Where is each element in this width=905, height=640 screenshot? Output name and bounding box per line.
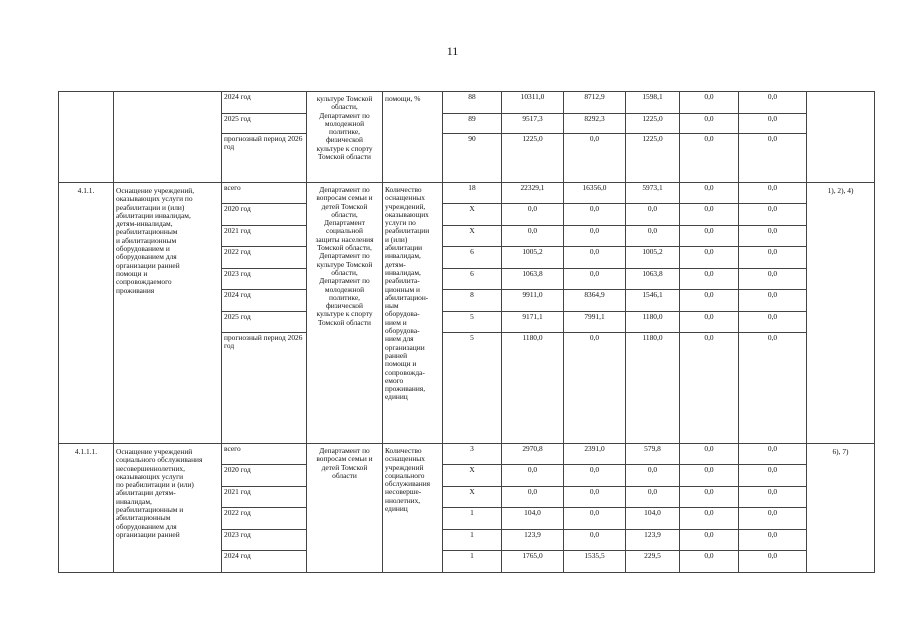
indicator-line: ным [385, 301, 399, 311]
note-cell: 6), 7) [807, 444, 875, 573]
value-cell-federal: 0,0 [564, 508, 626, 530]
department-line: политике, [329, 127, 360, 137]
indicator-line: инвалидам, [385, 251, 421, 261]
value-cell-total: 9517,3 [502, 114, 564, 134]
item-name-line: инвалидам, [116, 496, 152, 506]
value-cell-regional: 1225,0 [626, 134, 680, 183]
value-cell-local: 0,0 [680, 487, 739, 508]
value-cell-local: 0,0 [680, 312, 739, 333]
item-name-line: организации ранней [116, 529, 180, 539]
indicator-line: нием и [385, 317, 407, 327]
value-cell-indicator: X [443, 226, 502, 247]
indicator-cell [383, 92, 443, 183]
year-cell: всего [222, 183, 307, 204]
value-cell-indicator: 5 [443, 312, 502, 333]
value-cell-total: 1005,2 [502, 247, 564, 269]
department-cell [307, 444, 383, 573]
year-cell: 2022 год [222, 508, 307, 530]
value-cell-extra: 0,0 [739, 290, 807, 312]
value-cell-local: 0,0 [680, 134, 739, 183]
value-cell-federal: 16356,0 [564, 183, 626, 204]
indicator-line: несоверше- [385, 487, 422, 497]
value-cell-local: 0,0 [680, 551, 739, 573]
indicator-line: социального [385, 470, 425, 480]
item-name-line: Оснащение учреждений [116, 447, 193, 456]
department-line: Департамент по [319, 276, 370, 286]
indicator-line: оборудова- [385, 326, 420, 336]
value-cell-indicator: 1 [443, 508, 502, 530]
department-line: детей Томской [321, 201, 368, 211]
value-cell-federal: 8292,3 [564, 114, 626, 134]
value-cell-total: 123,9 [502, 530, 564, 551]
value-cell-local: 0,0 [680, 183, 739, 204]
indicator-line: обслуживания [385, 479, 431, 489]
value-cell-extra: 0,0 [739, 487, 807, 508]
year-cell: 2023 год [222, 530, 307, 551]
value-cell-federal: 0,0 [564, 269, 626, 290]
year-cell: всего [222, 444, 307, 465]
department-line: политике, [329, 292, 360, 302]
indicator-line: абилитации [385, 243, 423, 253]
value-cell-total: 1180,0 [502, 333, 564, 444]
department-line: социальной [326, 226, 363, 236]
value-cell-local: 0,0 [680, 465, 739, 487]
value-cell-federal: 0,0 [564, 204, 626, 226]
value-cell-indicator: 18 [443, 183, 502, 204]
department-line: культуре к спорту [316, 143, 373, 153]
value-cell-extra: 0,0 [739, 114, 807, 134]
year-cell: 2024 год [222, 551, 307, 573]
value-cell-total: 0,0 [502, 487, 564, 508]
item-name-line: реабилитационным и [116, 505, 184, 515]
value-cell-indicator: 6 [443, 269, 502, 290]
indicator-line: оборудова- [385, 309, 420, 319]
item-name-line: сопровождаемого [116, 277, 172, 287]
page-number: 11 [446, 44, 459, 58]
value-cell-total: 0,0 [502, 204, 564, 226]
table-row [59, 444, 875, 465]
department-cell [307, 183, 383, 444]
program-table [58, 91, 875, 573]
value-cell-indicator: 1 [443, 551, 502, 573]
value-cell-extra: 0,0 [739, 312, 807, 333]
value-cell-local: 0,0 [680, 92, 739, 114]
item-name-line: оказывающих услуги [116, 471, 184, 481]
value-cell-extra: 0,0 [739, 183, 807, 204]
indicator-line: абилитацион- [385, 292, 429, 302]
indicator-cell [383, 183, 443, 444]
value-cell-indicator: 90 [443, 134, 502, 183]
table-row [59, 92, 875, 114]
value-cell-regional: 1598,1 [626, 92, 680, 114]
item-name-cell [114, 92, 222, 183]
indicator-line: проживания, [385, 384, 426, 394]
year-cell: 2024 год [222, 92, 307, 114]
year-cell: 2025 год [222, 312, 307, 333]
value-cell-federal: 0,0 [564, 487, 626, 508]
value-cell-regional: 579,8 [626, 444, 680, 465]
item-name-line: реабилитационным [116, 227, 178, 237]
indicator-line: Количество [385, 446, 422, 455]
item-name-line: детям-инвалидам, [116, 219, 173, 229]
value-cell-extra: 0,0 [739, 333, 807, 444]
value-cell-regional: 0,0 [626, 226, 680, 247]
value-cell-total: 22329,1 [502, 183, 564, 204]
indicator-line: единиц [385, 504, 408, 514]
item-code-cell: 4.1.1. [59, 183, 114, 444]
value-cell-regional: 104,0 [626, 508, 680, 530]
value-cell-federal: 7991,1 [564, 312, 626, 333]
indicator-line: оснащенных [385, 193, 425, 203]
value-cell-indicator: X [443, 487, 502, 508]
value-cell-local: 0,0 [680, 226, 739, 247]
value-cell-total: 1765,0 [502, 551, 564, 573]
value-cell-federal: 0,0 [564, 247, 626, 269]
indicator-line: оказывающих [385, 209, 429, 219]
indicator-line: помощи, % [385, 94, 421, 103]
indicator-line: организации [385, 342, 425, 352]
value-cell-extra: 0,0 [739, 530, 807, 551]
item-name-line: оборудованием для [116, 521, 177, 531]
item-name-line: Оснащение учреждений, [116, 186, 195, 195]
department-line: вопросам семьи и [316, 193, 373, 203]
value-cell-federal: 2391,0 [564, 444, 626, 465]
value-cell-indicator: 5 [443, 333, 502, 444]
value-cell-indicator: 88 [443, 92, 502, 114]
value-cell-extra: 0,0 [739, 92, 807, 114]
value-cell-indicator: 3 [443, 444, 502, 465]
item-name-line: по реабилитации и (или) [116, 480, 194, 490]
value-cell-federal: 1535,5 [564, 551, 626, 573]
indicator-line: детям- [385, 259, 406, 269]
note-cell: 1), 2), 4) [807, 183, 875, 444]
value-cell-regional: 0,0 [626, 465, 680, 487]
item-name-line: реабилитации и (или) [116, 202, 185, 212]
department-line: области, [331, 267, 358, 277]
department-line: культуре к спорту [316, 309, 373, 319]
value-cell-extra: 0,0 [739, 551, 807, 573]
note-cell [807, 92, 875, 183]
value-cell-indicator: 89 [443, 114, 502, 134]
item-name-line: социального обслуживания [116, 455, 203, 465]
indicator-line: Количество [385, 185, 422, 194]
item-name-line: проживания [116, 285, 155, 295]
value-cell-local: 0,0 [680, 508, 739, 530]
value-cell-extra: 0,0 [739, 465, 807, 487]
value-cell-regional: 1225,0 [626, 114, 680, 134]
value-cell-regional: 1063,8 [626, 269, 680, 290]
item-name-line: оборудованием для [116, 252, 177, 262]
item-name-cell [114, 444, 222, 573]
indicator-line: ранней [385, 350, 408, 360]
value-cell-federal: 0,0 [564, 530, 626, 551]
value-cell-extra: 0,0 [739, 269, 807, 290]
value-cell-total: 0,0 [502, 465, 564, 487]
year-cell: 2020 год [222, 465, 307, 487]
year-cell: прогнозный период 2026 год [222, 333, 307, 444]
department-line: Департамент [324, 218, 365, 228]
value-cell-total: 1225,0 [502, 134, 564, 183]
value-cell-regional: 229,5 [626, 551, 680, 573]
value-cell-extra: 0,0 [739, 134, 807, 183]
value-cell-total: 0,0 [502, 226, 564, 247]
value-cell-federal: 8364,9 [564, 290, 626, 312]
indicator-line: нием для [385, 334, 414, 344]
indicator-cell [383, 444, 443, 573]
year-cell: 2020 год [222, 204, 307, 226]
indicator-line: реабилита- [385, 276, 420, 286]
value-cell-federal: 0,0 [564, 226, 626, 247]
item-name-line: организации ранней [116, 260, 180, 270]
value-cell-federal: 0,0 [564, 465, 626, 487]
department-line: физической [326, 301, 363, 311]
department-line: области [332, 470, 357, 480]
year-cell: 2023 год [222, 269, 307, 290]
department-line: защиты населения [315, 234, 374, 244]
department-cell [307, 92, 383, 183]
value-cell-total: 1063,8 [502, 269, 564, 290]
department-line: Департамент по [319, 251, 370, 261]
item-name-line: абилитационным [116, 513, 171, 523]
item-name-line: помощи и [116, 268, 148, 278]
value-cell-extra: 0,0 [739, 508, 807, 530]
department-line: Департамент по [319, 185, 370, 194]
value-cell-local: 0,0 [680, 269, 739, 290]
value-cell-regional: 1180,0 [626, 333, 680, 444]
indicator-line: ннолетних, [385, 495, 421, 505]
department-line: культуре Томской [316, 94, 373, 103]
year-cell: 2021 год [222, 226, 307, 247]
indicator-line: емого [385, 375, 404, 385]
value-cell-extra: 0,0 [739, 247, 807, 269]
item-name-line: и абилитационным [116, 235, 177, 245]
value-cell-total: 104,0 [502, 508, 564, 530]
value-cell-local: 0,0 [680, 333, 739, 444]
value-cell-local: 0,0 [680, 204, 739, 226]
year-cell: 2021 год [222, 487, 307, 508]
value-cell-total: 9171,1 [502, 312, 564, 333]
value-cell-regional: 1180,0 [626, 312, 680, 333]
value-cell-federal: 0,0 [564, 333, 626, 444]
value-cell-local: 0,0 [680, 247, 739, 269]
value-cell-regional: 0,0 [626, 204, 680, 226]
table-row [59, 183, 875, 204]
department-line: Томской области [318, 317, 371, 327]
item-name-line: несовершеннолетних, [116, 463, 185, 473]
indicator-line: сопровожда- [385, 367, 425, 377]
department-line: области, [331, 102, 358, 112]
year-cell: 2024 год [222, 290, 307, 312]
department-line: Департамент по [319, 446, 370, 455]
value-cell-federal: 8712,9 [564, 92, 626, 114]
value-cell-federal: 0,0 [564, 134, 626, 183]
department-line: Томской области, [317, 243, 372, 253]
indicator-line: инвалидам, [385, 267, 421, 277]
value-cell-indicator: 1 [443, 530, 502, 551]
value-cell-regional: 1005,2 [626, 247, 680, 269]
indicator-line: единиц [385, 392, 408, 402]
department-line: области, [331, 209, 358, 219]
item-name-line: оказывающих услуги по [116, 194, 193, 204]
year-cell: 2025 год [222, 114, 307, 134]
value-cell-total: 2970,8 [502, 444, 564, 465]
year-cell: 2022 год [222, 247, 307, 269]
value-cell-regional: 123,9 [626, 530, 680, 551]
department-line: культуре Томской [316, 259, 373, 269]
value-cell-indicator: X [443, 204, 502, 226]
value-cell-extra: 0,0 [739, 204, 807, 226]
value-cell-indicator: 6 [443, 247, 502, 269]
value-cell-total: 9911,0 [502, 290, 564, 312]
department-line: вопросам семьи и [316, 454, 373, 464]
item-code-cell: 4.1.1.1. [59, 444, 114, 573]
value-cell-regional: 1546,1 [626, 290, 680, 312]
value-cell-local: 0,0 [680, 444, 739, 465]
indicator-line: учреждений [385, 462, 424, 472]
value-cell-regional: 0,0 [626, 487, 680, 508]
item-name-line: абилитации инвалидам, [116, 210, 191, 220]
indicator-line: ционным и [385, 284, 420, 294]
value-cell-local: 0,0 [680, 114, 739, 134]
department-line: Томской области [318, 152, 371, 162]
indicator-line: и (или) [385, 234, 408, 244]
department-line: молодежной [324, 118, 365, 128]
year-cell: прогнозный период 2026 год [222, 134, 307, 183]
indicator-line: реабилитации [385, 226, 430, 236]
item-name-cell [114, 183, 222, 444]
department-line: молодежной [324, 284, 365, 294]
indicator-line: услуги по [385, 218, 416, 228]
value-cell-indicator: X [443, 465, 502, 487]
department-line: физической [326, 135, 363, 145]
indicator-line: оснащенных [385, 454, 425, 464]
value-cell-extra: 0,0 [739, 226, 807, 247]
value-cell-extra: 0,0 [739, 444, 807, 465]
item-name-line: абилитации детям- [116, 488, 176, 498]
value-cell-local: 0,0 [680, 530, 739, 551]
indicator-line: учреждений, [385, 201, 426, 211]
item-name-line: оборудованием и [116, 244, 170, 254]
item-code-cell [59, 92, 114, 183]
value-cell-indicator: 8 [443, 290, 502, 312]
value-cell-local: 0,0 [680, 290, 739, 312]
department-line: детей Томской [321, 462, 368, 472]
indicator-line: помощи и [385, 359, 417, 369]
value-cell-regional: 5973,1 [626, 183, 680, 204]
department-line: Департамент по [319, 110, 370, 120]
value-cell-total: 10311,0 [502, 92, 564, 114]
